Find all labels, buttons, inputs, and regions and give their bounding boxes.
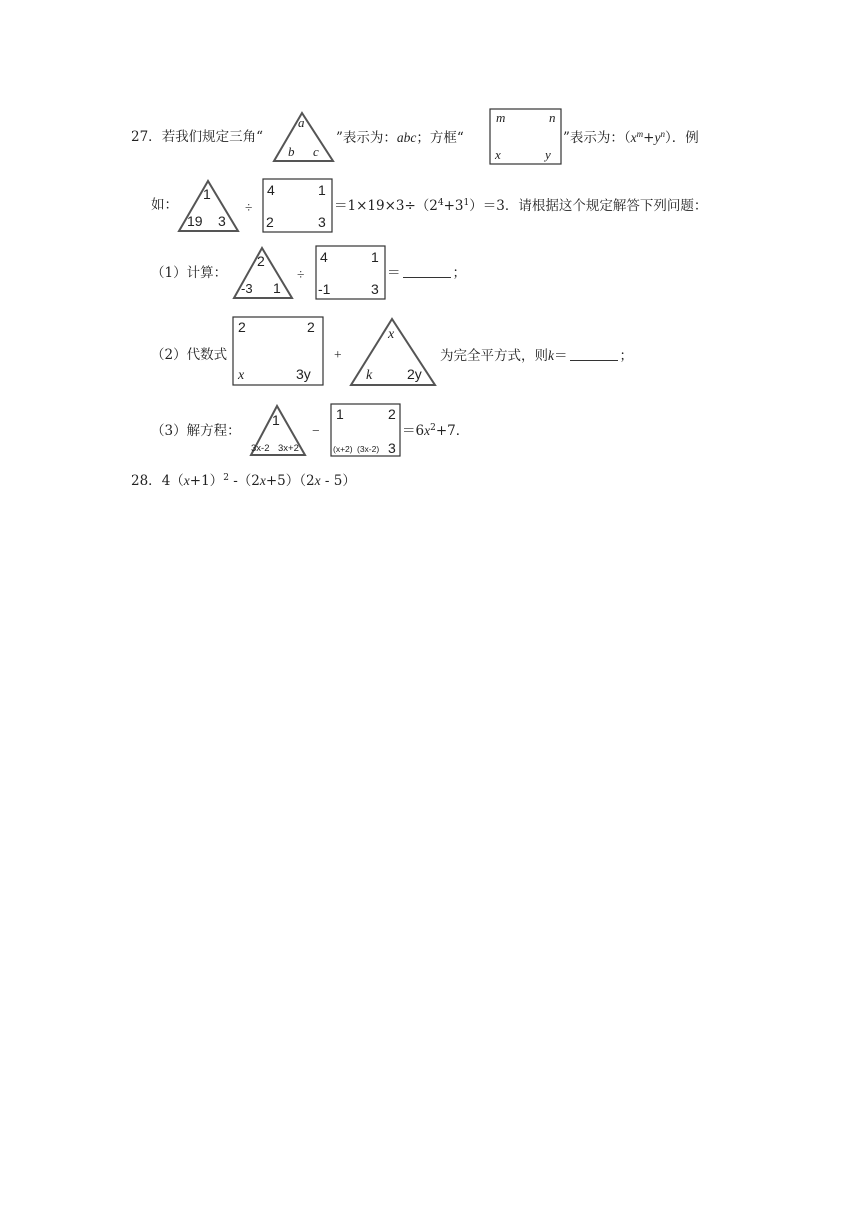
p3-eq-part2: +7． [435, 423, 470, 439]
ex-exp-1: 1 [463, 198, 470, 208]
p3-eq-part1: ＝6 [402, 423, 425, 439]
def-box-m: m [496, 110, 506, 125]
p1-box-tl: 4 [320, 249, 328, 265]
p1-tri-top: 2 [257, 253, 265, 269]
p2-box-tr: 2 [307, 319, 315, 335]
p1-answer-blank [403, 276, 451, 278]
p1-box-bl: -1 [318, 281, 331, 297]
p2-plus: + [334, 347, 342, 362]
example-triangle [176, 178, 240, 234]
q28-x2: x [259, 473, 266, 488]
p3-box-br: 3 [388, 440, 396, 456]
q27-line1-end [563, 131, 699, 146]
example-box [262, 178, 334, 234]
ex-tri-left: 19 [187, 213, 203, 229]
ex-expr-part2: +3 [443, 198, 464, 214]
q28-x3: x [314, 473, 321, 488]
q28-exp: 2 [223, 473, 229, 483]
p3-box-tr: 2 [388, 406, 396, 422]
p3-triangle [248, 403, 308, 458]
p1-box-br: 3 [371, 281, 379, 297]
p1-box-tr: 1 [371, 249, 379, 265]
q28-part-b: +1） [189, 473, 224, 489]
p3-box-tl: 1 [336, 406, 344, 422]
p2-tri-left: k [366, 368, 373, 383]
def-tri-a: a [298, 115, 305, 130]
box-rep-m: m [636, 129, 644, 139]
box-rep-x: x [630, 130, 637, 145]
def-box-n: n [549, 110, 556, 125]
ex-box-br: 3 [318, 214, 326, 230]
p1-tri-left: -3 [241, 281, 253, 296]
ex-expr-part1: ＝1×19×3÷（2 [334, 198, 438, 214]
p2-box-tl: 2 [238, 319, 246, 335]
p2-box-bl: x [238, 368, 245, 383]
ex-tri-top: 1 [203, 186, 211, 202]
def-box-x: x [495, 147, 501, 162]
def-box-y: y [545, 147, 551, 162]
p2-text: 为完全平方式，则 [440, 348, 548, 364]
box-rep-close: ）．例 [664, 130, 699, 146]
p3-box [330, 403, 402, 458]
ex-exp-4: 4 [437, 198, 444, 208]
q28-part-c: -（2 [228, 473, 260, 489]
ex-box-tr: 1 [318, 182, 326, 198]
example-expression [334, 200, 707, 214]
p2-tri-top: x [388, 327, 395, 342]
q27-number: 27． [131, 129, 162, 145]
p1-label: （1）计算： [151, 265, 228, 281]
tri-value: abc [396, 130, 417, 145]
definition-triangle [270, 110, 336, 164]
q28-part-a: 4（ [161, 473, 184, 489]
p2-box [232, 316, 325, 387]
ex-box-bl: 2 [266, 214, 274, 230]
p1-triangle [231, 245, 295, 301]
p1-answer [387, 267, 466, 281]
p2-tri-right: 2y [407, 366, 422, 382]
p2-triangle [348, 316, 438, 388]
p1-end: ； [452, 265, 466, 281]
p3-equation [402, 424, 469, 439]
definition-box [489, 108, 563, 166]
p2-box-br: 3y [296, 366, 311, 382]
q27-line1-middle [336, 131, 464, 146]
p3-tri-right: 3x+2 [278, 443, 299, 454]
q27-line1-intro [131, 131, 263, 145]
q28-x1: x [183, 473, 190, 488]
p1-tri-right: 1 [273, 280, 281, 296]
ex-tri-right: 3 [218, 213, 226, 229]
p2-k: k [548, 348, 554, 363]
box-rep-n: n [660, 129, 665, 139]
p3-label: （3）解方程： [151, 423, 241, 439]
p3-tri-top: 1 [272, 412, 280, 428]
q27-intro-text: 若我们规定三角“ [161, 129, 264, 145]
ex-box-tl: 4 [267, 182, 275, 198]
example-label: 如： [151, 197, 178, 213]
q28-part-e: - 5） [320, 473, 356, 489]
p1-box [315, 245, 387, 301]
p1-equals: ＝ [387, 265, 401, 281]
box-rep-plus: + [643, 130, 655, 146]
p2-equals: ＝ [554, 348, 568, 364]
p1-divide: ÷ [297, 267, 305, 282]
box-rep-text: ”表示为：（ [563, 130, 631, 146]
q28-part-d: +5）（2 [265, 473, 315, 489]
p3-tri-left: 3x-2 [251, 443, 270, 454]
p2-label: （2）代数式 [151, 347, 228, 363]
p3-minus: − [312, 423, 320, 438]
box-rep-y: y [654, 130, 661, 145]
tri-rep-text: ”表示为： [336, 130, 397, 146]
example-divide: ÷ [245, 200, 253, 215]
p3-x: x [424, 423, 431, 438]
p2-tail [440, 349, 633, 364]
q28-line [131, 474, 356, 489]
p3-box-bl: (x+2) [333, 444, 353, 454]
q28-number: 28． [131, 473, 162, 489]
def-tri-b: b [288, 144, 295, 159]
p3-box-bm: (3x-2) [357, 444, 380, 454]
ex-expr-part3: ）＝3．请根据这个规定解答下列问题： [469, 198, 708, 214]
sep-text: ；方框“ [416, 130, 464, 146]
p2-answer-blank [570, 359, 618, 361]
def-tri-c: c [313, 144, 319, 159]
p2-end: ； [619, 348, 633, 364]
p3-exp: 2 [430, 423, 436, 433]
